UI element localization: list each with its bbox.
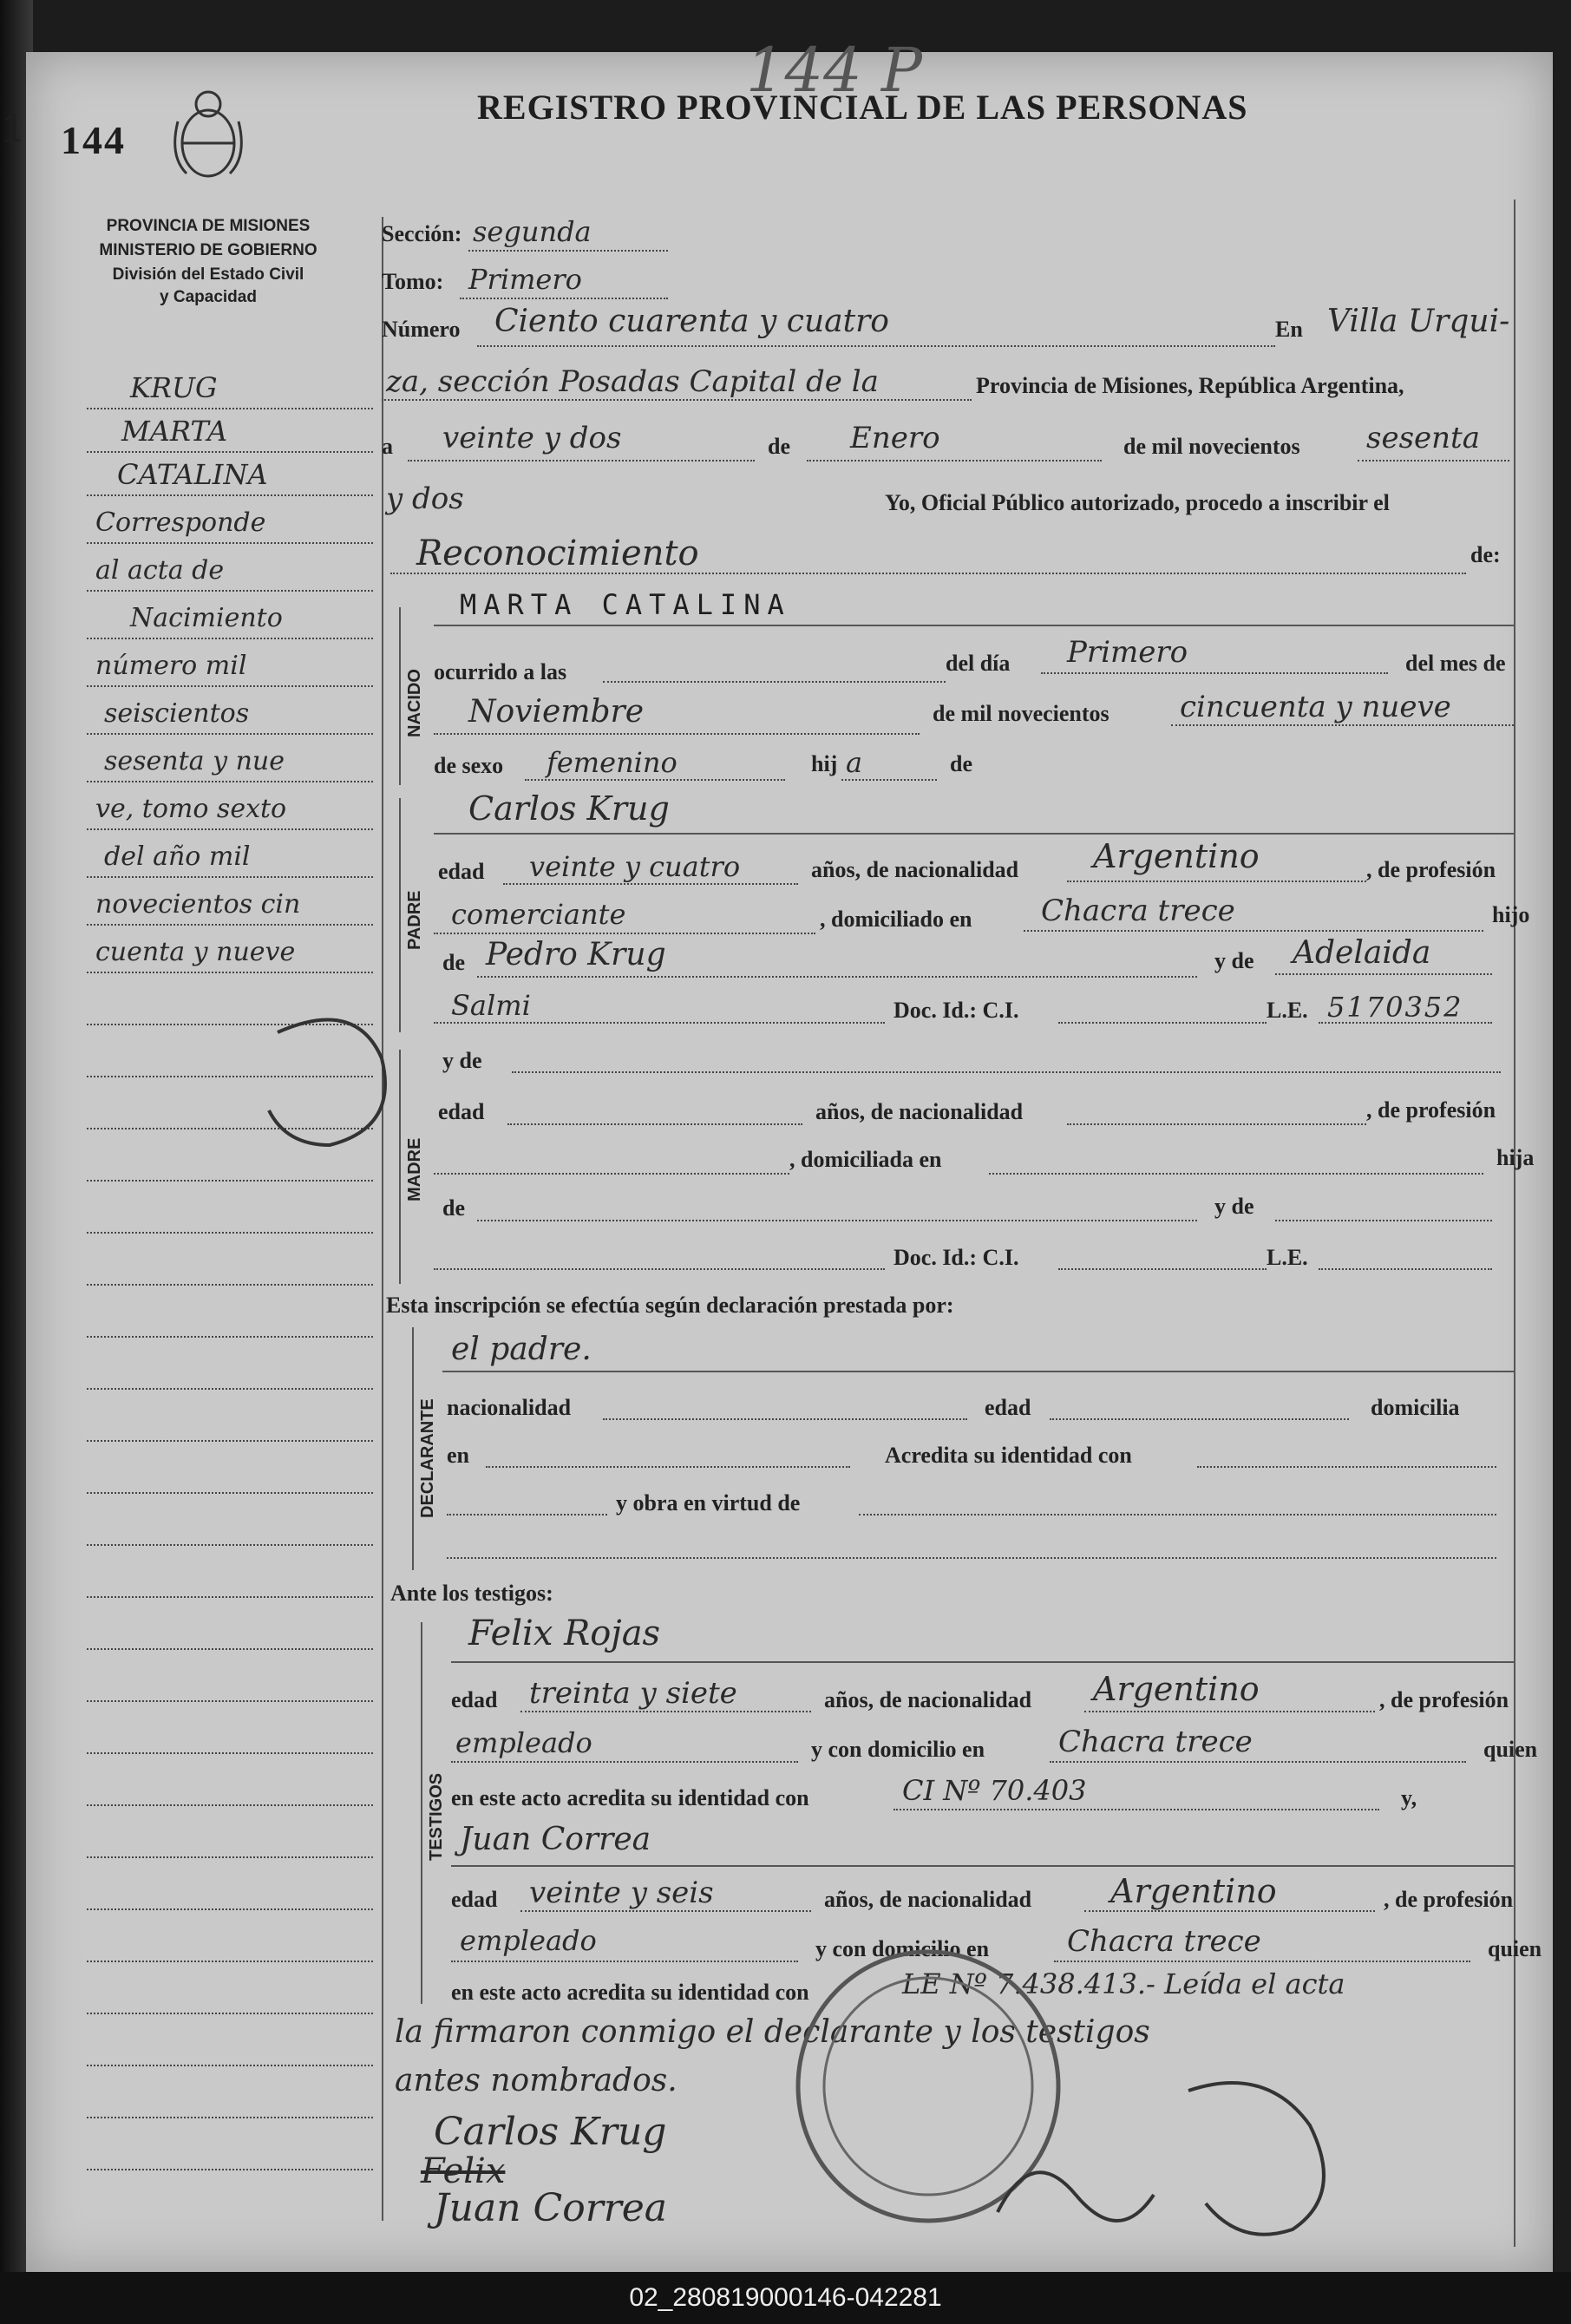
padre-le-label: L.E. bbox=[1267, 998, 1308, 1023]
margin-rule bbox=[87, 1908, 373, 1910]
margin-rule bbox=[87, 1544, 373, 1546]
madre-doc-label: Doc. Id.: C.I. bbox=[894, 1245, 1019, 1270]
field-rule bbox=[1041, 672, 1388, 674]
margin-rule bbox=[87, 1336, 373, 1338]
margin-divider bbox=[382, 217, 383, 2221]
w2-edad-label: edad bbox=[451, 1887, 498, 1912]
margin-rule bbox=[87, 542, 373, 544]
margin-rule bbox=[87, 685, 373, 687]
ministry-label: MINISTERIO DE GOBIERNO bbox=[99, 241, 317, 259]
w1-edad-label: edad bbox=[451, 1687, 498, 1712]
w1-prof-value: empleado bbox=[455, 1726, 592, 1759]
field-rule bbox=[382, 399, 972, 401]
page-number: 144 bbox=[61, 118, 126, 162]
seccion-label: Sección: bbox=[382, 221, 462, 246]
field-rule bbox=[603, 681, 946, 683]
margin-rule bbox=[87, 1856, 373, 1858]
margin-rule bbox=[87, 2065, 373, 2066]
padre-de-label: de bbox=[442, 950, 465, 975]
declaracion-text: Esta inscripción se efectúa según declaración prestada por: bbox=[386, 1293, 954, 1318]
margin-line: novecientos cin bbox=[95, 889, 301, 920]
section-line bbox=[451, 1865, 1514, 1867]
margin-rule bbox=[87, 1284, 373, 1286]
margin-surname: KRUG bbox=[130, 371, 218, 404]
field-rule bbox=[525, 779, 785, 781]
madre-le-label: L.E. bbox=[1267, 1245, 1308, 1270]
field-rule bbox=[1024, 930, 1483, 932]
field-rule bbox=[1054, 1961, 1470, 1962]
year-continued: y dos bbox=[386, 481, 464, 516]
margin-rule bbox=[87, 638, 373, 639]
field-rule bbox=[460, 298, 668, 299]
field-rule bbox=[1275, 1220, 1492, 1221]
field-rule bbox=[841, 779, 937, 781]
margin-name1: MARTA bbox=[121, 415, 228, 448]
field-rule bbox=[434, 933, 815, 934]
hij-label: hij bbox=[811, 751, 838, 776]
margin-rule bbox=[87, 494, 373, 496]
margin-rule bbox=[87, 1804, 373, 1806]
document-title: REGISTRO PROVINCIAL DE LAS PERSONAS bbox=[477, 88, 1248, 127]
margin-name2: CATALINA bbox=[117, 458, 268, 491]
w1-edad-value: treinta y siete bbox=[529, 1676, 737, 1711]
nacido-year-label: de mil novecientos bbox=[933, 701, 1110, 726]
madre-hija-label: hija bbox=[1496, 1145, 1535, 1170]
sexo-value: femenino bbox=[547, 746, 677, 779]
de-colon-label: de: bbox=[1470, 542, 1501, 567]
margin-rule bbox=[87, 1492, 373, 1494]
dia-value: Primero bbox=[1067, 635, 1188, 670]
w2-dom-value: Chacra trece bbox=[1067, 1924, 1261, 1959]
w2-nac-label: años, de nacionalidad bbox=[824, 1887, 1032, 1912]
day-value: veinte y dos bbox=[442, 421, 622, 455]
padre-doc-label: Doc. Id.: C.I. bbox=[894, 998, 1019, 1023]
field-rule bbox=[408, 460, 755, 462]
field-rule bbox=[451, 1961, 798, 1962]
witness2-name: Juan Correa bbox=[460, 1822, 651, 1857]
de-label: de bbox=[768, 434, 790, 459]
declarante-section-label: DECLARANTE bbox=[418, 1398, 437, 1518]
hij-suffix: a bbox=[846, 746, 863, 779]
margin-line: del año mil bbox=[104, 841, 251, 872]
field-rule bbox=[520, 1910, 811, 1912]
tomo-label: Tomo: bbox=[382, 269, 444, 294]
margin-line: cuenta y nueve bbox=[95, 937, 296, 967]
tomo-value: Primero bbox=[468, 263, 582, 296]
del-mes-label: del mes de bbox=[1405, 651, 1506, 676]
margin-rule bbox=[87, 924, 373, 926]
field-rule bbox=[1197, 1466, 1496, 1468]
w1-acredita-label: en este acto acredita su identidad con bbox=[451, 1785, 809, 1810]
place-value: Villa Urqui- bbox=[1327, 304, 1510, 339]
testigos-label: Ante los testigos: bbox=[390, 1581, 553, 1606]
document-page bbox=[2, 35, 1553, 2273]
w2-dom-label: y con domicilio en bbox=[815, 1936, 990, 1961]
coat-of-arms-icon bbox=[169, 87, 247, 182]
margin-rule bbox=[87, 1961, 373, 1962]
field-rule bbox=[503, 883, 798, 885]
margin-line: Nacimiento bbox=[130, 603, 283, 633]
field-rule bbox=[447, 1514, 607, 1516]
field-rule bbox=[1275, 973, 1492, 975]
closing-line2: antes nombrados. bbox=[395, 2063, 677, 2098]
nacido-section-label: NACIDO bbox=[405, 669, 424, 737]
numero-value: Ciento cuarenta y cuatro bbox=[494, 304, 889, 339]
margin-line: seiscientos bbox=[104, 698, 250, 729]
field-rule bbox=[434, 1173, 789, 1175]
padre-prof-label: , de profesión bbox=[1366, 857, 1496, 882]
w1-dom-label: y con domicilio en bbox=[811, 1737, 985, 1762]
field-rule bbox=[859, 1514, 1496, 1516]
province-label: PROVINCIA DE MISIONES bbox=[106, 217, 311, 235]
margin-rule bbox=[87, 1700, 373, 1702]
margin-line: número mil bbox=[95, 651, 247, 681]
nacido-year-value: cincuenta y nueve bbox=[1180, 690, 1451, 724]
field-rule bbox=[512, 1071, 1501, 1073]
margin-rule bbox=[87, 2013, 373, 2014]
nacido-name: MARTA CATALINA bbox=[460, 588, 791, 621]
field-rule bbox=[603, 1418, 967, 1420]
w2-prof-value: empleado bbox=[460, 1924, 597, 1957]
padre-name: Carlos Krug bbox=[468, 789, 670, 828]
field-rule bbox=[1050, 1761, 1466, 1763]
margin-rule bbox=[87, 828, 373, 830]
field-rule bbox=[477, 345, 1275, 347]
padre-nac-label: años, de nacionalidad bbox=[811, 857, 1019, 882]
padre-y-de-label: y de bbox=[1214, 948, 1254, 973]
padre-dom-label: , domiciliado en bbox=[820, 907, 972, 932]
madre-prof-label: , de profesión bbox=[1366, 1097, 1496, 1123]
declarante-virtud-label: y obra en virtud de bbox=[616, 1490, 801, 1516]
declarante-nac-label: nacionalidad bbox=[447, 1395, 572, 1420]
margin-rule bbox=[87, 1232, 373, 1234]
madre-dom-label: , domiciliada en bbox=[789, 1147, 942, 1172]
declarante-acredita-label: Acredita su identidad con bbox=[885, 1443, 1132, 1468]
division-label: División del Estado Civil bbox=[112, 265, 304, 284]
field-rule bbox=[1084, 1910, 1375, 1912]
w1-y-label: y, bbox=[1401, 1785, 1417, 1810]
padre-father-value: Pedro Krug bbox=[486, 937, 666, 972]
handwritten-page-stamp: 144 P bbox=[746, 35, 922, 106]
closing-line1: la firmaron conmigo el declarante y los testigos bbox=[395, 2014, 1150, 2050]
padre-edad-label: edad bbox=[438, 859, 485, 884]
section-line bbox=[434, 833, 1514, 835]
image-caption: 02_280819000146-042281 bbox=[0, 2272, 1571, 2324]
section-line bbox=[442, 1371, 1514, 1372]
margin-rule bbox=[87, 733, 373, 735]
padre-dom-value: Chacra trece bbox=[1041, 894, 1235, 928]
field-rule bbox=[451, 1761, 798, 1763]
margin-number: 1 bbox=[2, 105, 23, 151]
padre-nac-value: Argentino bbox=[1093, 837, 1260, 875]
padre-section-label: PADRE bbox=[405, 890, 424, 950]
margin-line: Corresponde bbox=[95, 507, 266, 538]
margin-rule bbox=[87, 1388, 373, 1390]
declarante-dom-label: domicilia bbox=[1371, 1395, 1460, 1420]
field-rule bbox=[1319, 1022, 1492, 1024]
witness1-name: Felix Rojas bbox=[468, 1614, 661, 1653]
madre-y-de-label: y de bbox=[442, 1048, 482, 1073]
field-rule bbox=[468, 250, 668, 252]
w2-nac-value: Argentino bbox=[1110, 1872, 1277, 1910]
field-rule bbox=[1358, 460, 1509, 462]
margin-rule bbox=[87, 1440, 373, 1442]
madre-section-label: MADRE bbox=[405, 1137, 424, 1201]
field-rule bbox=[434, 1268, 885, 1270]
margin-rule bbox=[87, 2117, 373, 2118]
margin-rule bbox=[87, 972, 373, 973]
en-label: En bbox=[1275, 317, 1303, 342]
ocurrido-label: ocurrido a las bbox=[434, 659, 567, 684]
margin-rule bbox=[87, 876, 373, 878]
year-label: de mil novecientos bbox=[1123, 434, 1300, 459]
madre-nac-label: años, de nacionalidad bbox=[815, 1099, 1024, 1124]
margin-rule bbox=[87, 451, 373, 453]
w2-id-value: LE Nº 7.438.413.- Leída el acta bbox=[902, 1967, 1345, 2000]
section-line bbox=[434, 625, 1514, 626]
declarante-edad-label: edad bbox=[985, 1395, 1031, 1420]
act-type-value: Reconocimiento bbox=[416, 534, 699, 573]
field-rule bbox=[507, 1123, 802, 1125]
province-text: Provincia de Misiones, República Argentina, bbox=[976, 373, 1404, 398]
padre-prof-value: comerciante bbox=[451, 898, 626, 931]
madre-y-de2-label: y de bbox=[1214, 1194, 1254, 1219]
w2-prof-label: , de profesión bbox=[1384, 1887, 1514, 1912]
sexo-label: de sexo bbox=[434, 753, 504, 778]
field-rule bbox=[1067, 1123, 1366, 1125]
margin-signature-icon bbox=[252, 998, 425, 1171]
w1-nac-label: años, de nacionalidad bbox=[824, 1687, 1032, 1712]
hij-de-label: de bbox=[950, 751, 972, 776]
field-rule bbox=[1067, 881, 1366, 882]
padre-mother-value: Adelaida bbox=[1293, 935, 1431, 971]
padre-le-value: 5170352 bbox=[1327, 991, 1463, 1024]
seccion-value: segunda bbox=[473, 215, 592, 248]
madre-edad-label: edad bbox=[438, 1099, 485, 1124]
field-rule bbox=[989, 1173, 1483, 1175]
month-value: Enero bbox=[850, 421, 940, 455]
w1-nac-value: Argentino bbox=[1093, 1670, 1260, 1708]
padre-edad-value: veinte y cuatro bbox=[529, 850, 741, 883]
year-value: sesenta bbox=[1366, 421, 1480, 455]
margin-line: al acta de bbox=[95, 555, 225, 586]
testigos-section-label: TESTIGOS bbox=[427, 1772, 446, 1861]
field-rule bbox=[1171, 724, 1514, 726]
margin-rule bbox=[87, 408, 373, 409]
signature-carlos: Carlos Krug bbox=[434, 2110, 667, 2154]
w2-edad-value: veinte y seis bbox=[529, 1876, 714, 1910]
declarante-en-label: en bbox=[447, 1443, 469, 1468]
field-rule bbox=[520, 1711, 811, 1712]
mes-value: Noviembre bbox=[468, 694, 645, 730]
w2-acredita-label: en este acto acredita su identidad con bbox=[451, 1980, 809, 2005]
field-rule bbox=[434, 1022, 885, 1024]
field-rule bbox=[486, 1466, 850, 1468]
padre-mother-continued: Salmi bbox=[451, 989, 531, 1022]
numero-label: Número bbox=[382, 317, 461, 342]
margin-rule bbox=[87, 781, 373, 782]
field-rule bbox=[807, 460, 1102, 462]
officer-text: Yo, Oficial Público autorizado, procedo a inscribir el bbox=[885, 490, 1390, 515]
w1-prof-label: , de profesión bbox=[1379, 1687, 1509, 1712]
a-label: a bbox=[382, 434, 393, 459]
field-rule bbox=[447, 1557, 1496, 1559]
signature-juan: Juan Correa bbox=[434, 2186, 668, 2230]
w2-quien-label: quien bbox=[1488, 1936, 1542, 1961]
margin-rule bbox=[87, 1180, 373, 1182]
margin-rule bbox=[87, 590, 373, 592]
field-rule bbox=[434, 733, 920, 735]
margin-rule bbox=[87, 1752, 373, 1754]
signature-felix: Felix bbox=[421, 2151, 506, 2191]
margin-line: ve, tomo sexto bbox=[95, 794, 287, 824]
margin-rule bbox=[87, 2169, 373, 2170]
place-continued: za, sección Posadas Capital de la bbox=[386, 364, 879, 399]
capacity-label: y Capacidad bbox=[160, 288, 257, 306]
w1-id-value: CI Nº 70.403 bbox=[902, 1774, 1087, 1807]
official-signature-icon bbox=[980, 2056, 1345, 2255]
nacido-bracket bbox=[399, 607, 401, 785]
field-rule bbox=[1319, 1268, 1492, 1270]
margin-rule bbox=[87, 1596, 373, 1598]
del-dia-label: del día bbox=[946, 651, 1011, 676]
w1-dom-value: Chacra trece bbox=[1058, 1725, 1253, 1759]
testigos-bracket bbox=[421, 1622, 422, 2004]
declarante-value: el padre. bbox=[451, 1332, 592, 1367]
declarante-bracket bbox=[412, 1327, 414, 1570]
margin-line: sesenta y nue bbox=[104, 746, 285, 776]
section-line bbox=[451, 1661, 1514, 1663]
w1-quien-label: quien bbox=[1483, 1737, 1538, 1762]
field-rule bbox=[1084, 1711, 1375, 1712]
field-rule bbox=[1058, 1268, 1267, 1270]
field-rule bbox=[477, 976, 1197, 978]
padre-hijo-label: hijo bbox=[1492, 902, 1530, 927]
field-rule bbox=[477, 1220, 1197, 1221]
field-rule bbox=[894, 1809, 1379, 1810]
field-rule bbox=[390, 573, 1466, 574]
margin-rule bbox=[87, 1648, 373, 1650]
field-rule bbox=[1058, 1022, 1267, 1024]
madre-de-label: de bbox=[442, 1195, 465, 1221]
field-rule bbox=[1050, 1418, 1349, 1420]
